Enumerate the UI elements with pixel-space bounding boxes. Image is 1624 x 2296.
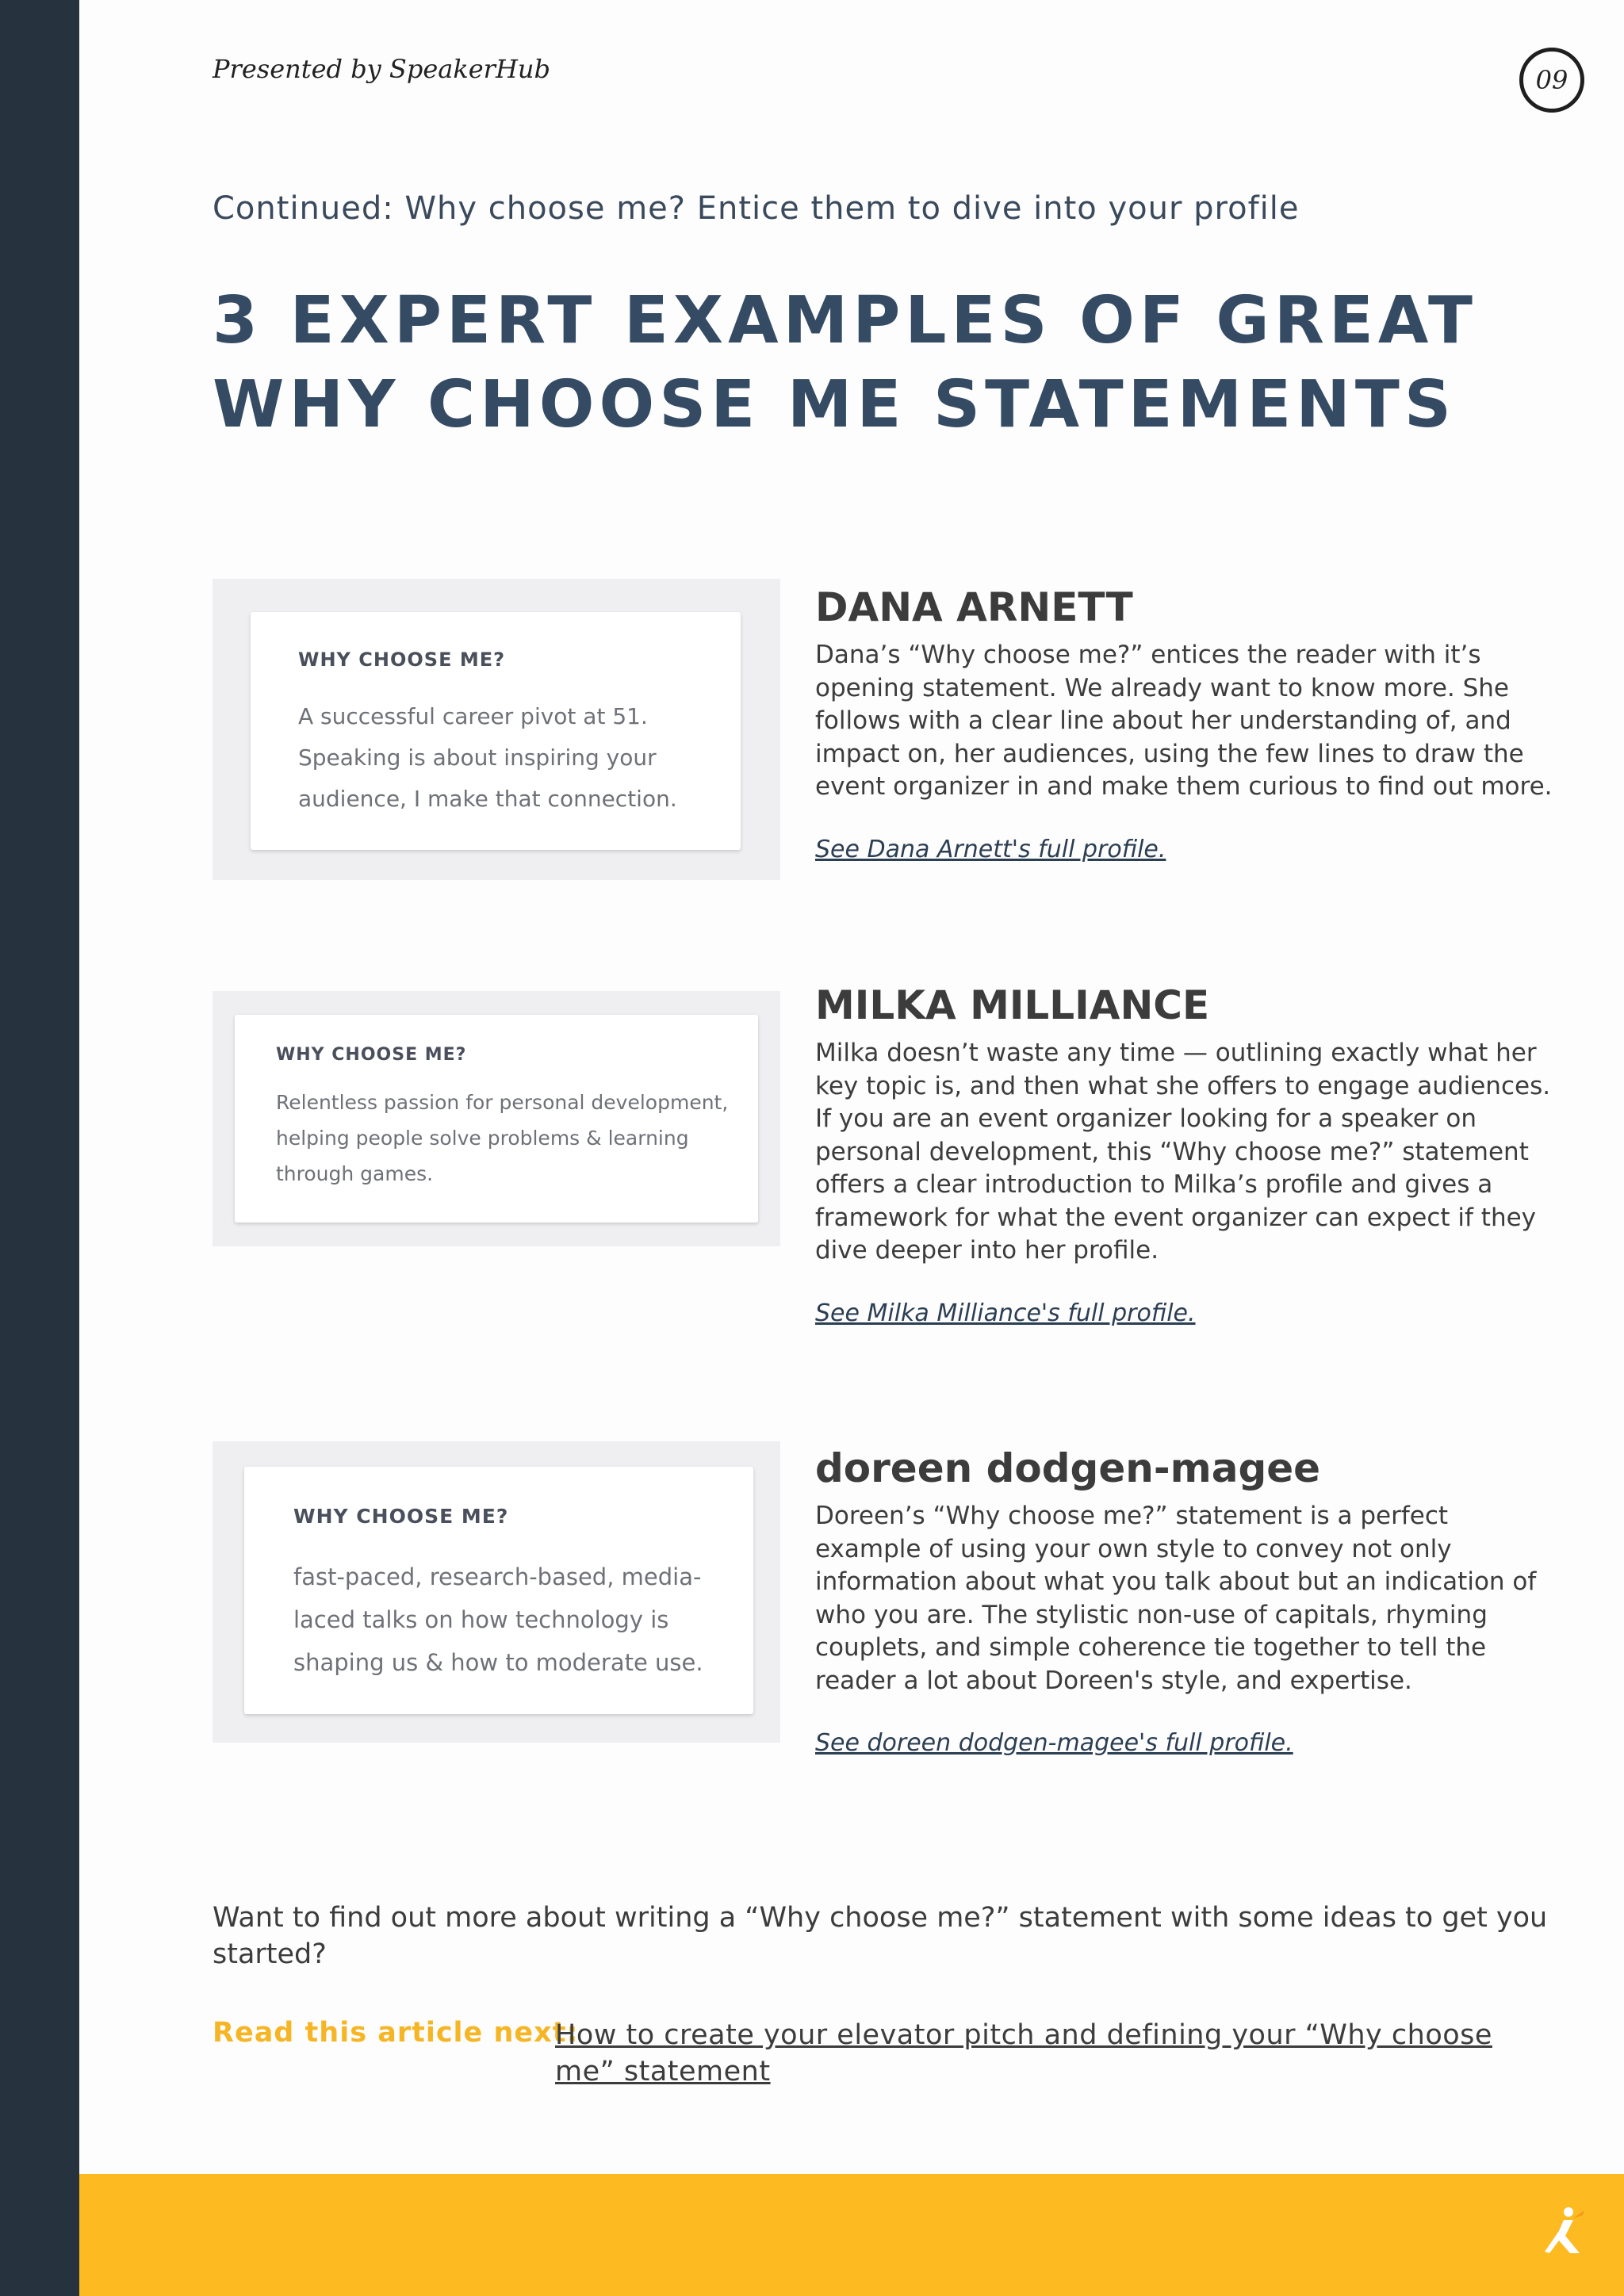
page-title xyxy=(213,279,1576,447)
speakerhub-logo-icon xyxy=(1542,2206,1586,2256)
presented-by: Presented by SpeakerHub xyxy=(213,54,550,84)
speaker-name: MILKA MILLIANCE xyxy=(815,982,1210,1028)
example-screenshot-3 xyxy=(213,1441,780,1743)
example-text-2 xyxy=(815,982,1553,1327)
speaker-name: DANA ARNETT xyxy=(815,584,1133,630)
page-number-label: 09 xyxy=(1535,65,1568,95)
why-choose-me-card xyxy=(251,612,741,850)
card-text: fast-paced, research-based, media-laced talks on how technology is shaping us & how to moderate use. xyxy=(293,1563,703,1676)
why-choose-me-card xyxy=(244,1467,753,1714)
left-sidebar-band xyxy=(0,0,79,2296)
example-text-1 xyxy=(815,584,1553,863)
card-title: WHY CHOOSE ME? xyxy=(293,1505,509,1528)
speaker-description: Doreen’s “Why choose me?” statement is a perfect example of using your own style to convey not only information about what you talk about but an indication of who you are. The stylistic non-use of capitals, rhyming couplets, and simple coherence tie together to tell the reader a lot about Doreen's style, and expertise. xyxy=(815,1502,1537,1695)
speaker-description: Milka doesn’t waste any time — outlining exactly what her key topic is, and then what she offers to engage audiences. If you are an event organizer looking for a speaker on personal development, this “Why choose me?” statement offers a clear introduction to Milka’s profile and gives a framework for what the event organizer can expect if they dive deeper into her profile. xyxy=(815,1039,1551,1265)
section-subtitle: Continued: Why choose me? Entice them to dive into your profile xyxy=(213,190,1300,227)
read-next-label: Read this article next: xyxy=(213,2017,579,2049)
speaker-description: Dana’s “Why choose me?” entices the reader with it’s opening statement. We already want to know more. She follows with a clear line about her understanding of, and impact on, her audiences, using the few lines to draw the event organizer in and make them curious to find out more. xyxy=(815,641,1553,801)
example-screenshot-1 xyxy=(213,579,780,880)
full-profile-link[interactable]: See doreen dodgen-magee's full profile. xyxy=(815,1729,1293,1757)
card-title: WHY CHOOSE ME? xyxy=(276,1045,467,1065)
full-profile-link[interactable]: See Dana Arnett's full profile. xyxy=(815,835,1166,863)
example-screenshot-2 xyxy=(213,991,780,1246)
page-title-line-2: WHY CHOOSE ME STATEMENTS xyxy=(213,367,1456,442)
page-title-line-1: 3 EXPERT EXAMPLES OF GREAT xyxy=(213,283,1477,358)
why-choose-me-card xyxy=(235,1015,758,1223)
read-next-link[interactable]: How to create your elevator pitch and defining your “Why choose me” statement xyxy=(555,2019,1492,2087)
full-profile-link[interactable]: See Milka Milliance's full profile. xyxy=(815,1299,1196,1327)
card-text: A successful career pivot at 51. Speaking is about inspiring your audience, I make that connection. xyxy=(298,703,677,812)
footer-band xyxy=(79,2174,1624,2296)
speaker-name: doreen dodgen-magee xyxy=(815,1445,1321,1491)
page-number xyxy=(1519,48,1584,113)
bottom-question: Want to find out more about writing a “Why choose me?” statement with some ideas to get you started? xyxy=(213,1902,1548,1970)
card-title: WHY CHOOSE ME? xyxy=(298,649,506,671)
example-text-3 xyxy=(815,1445,1553,1757)
card-text: Relentless passion for personal development, helping people solve problems & learning through games. xyxy=(276,1091,729,1185)
